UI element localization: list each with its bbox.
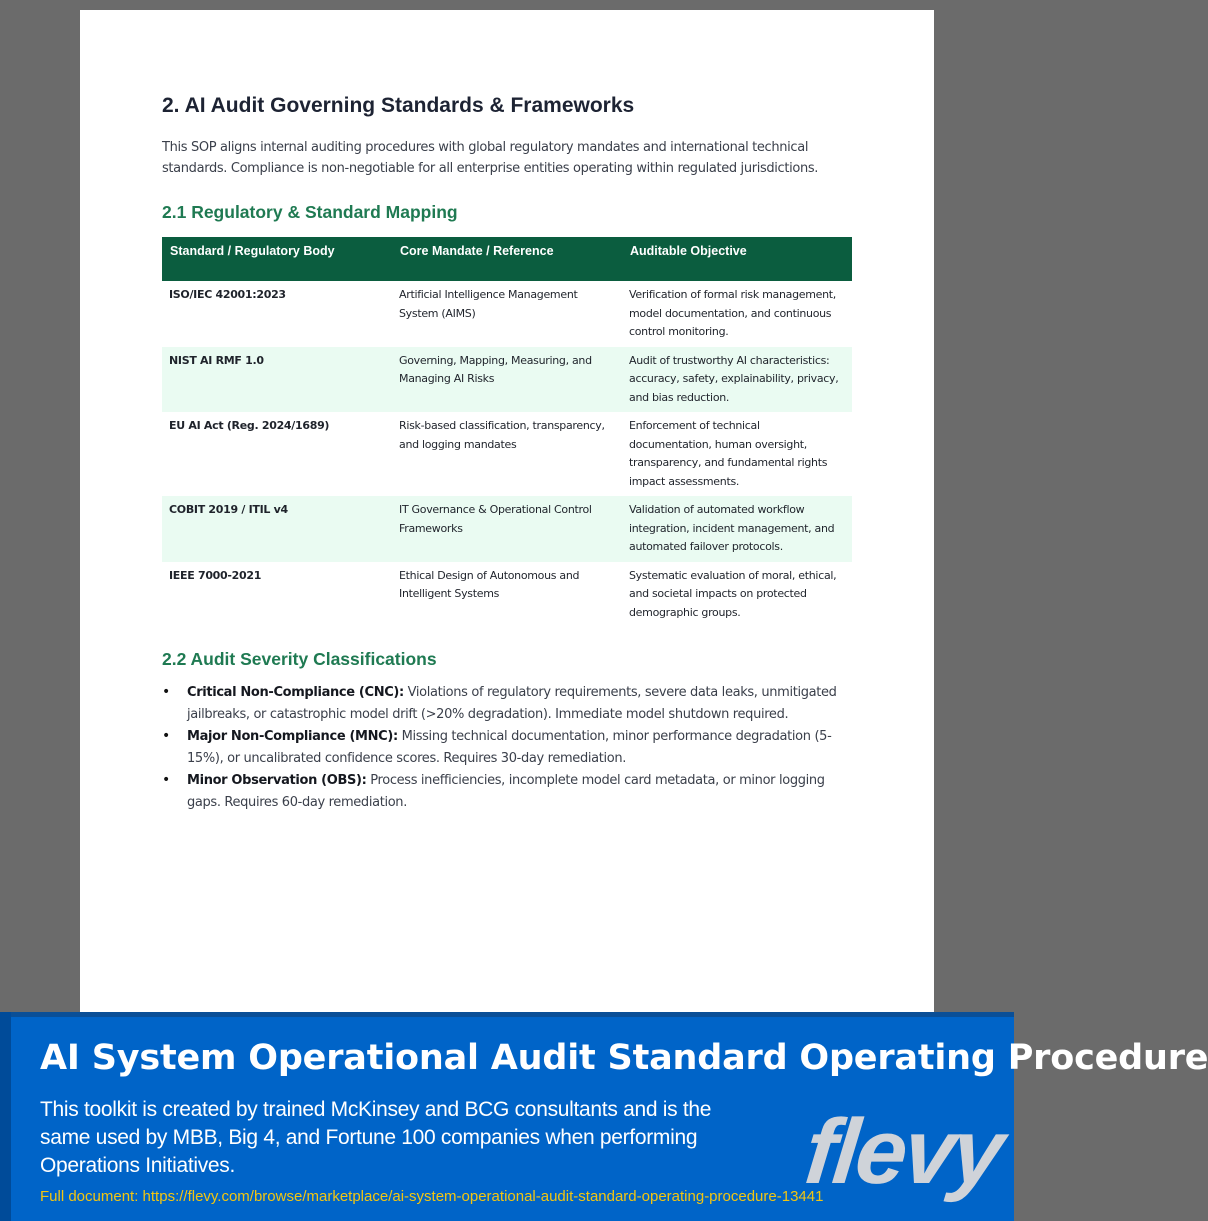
bullet-icon: • [162, 684, 170, 700]
table-header-cell: Core Mandate / Reference [392, 237, 622, 281]
table-header-cell: Auditable Objective [622, 237, 852, 281]
banner-divider [0, 1012, 1014, 1017]
mandate-cell: Risk-based classification, transparency, and logging mandates [399, 419, 605, 451]
severity-list [162, 682, 852, 813]
list-item [162, 726, 852, 769]
mandate-cell: Governing, Mapping, Measuring, and Managing AI Risks [392, 347, 622, 413]
flevy-logo[interactable]: flevy [800, 1101, 1007, 1203]
table-row [162, 412, 852, 496]
mapping-heading: 2.1 Regulatory & Standard Mapping [162, 202, 458, 222]
standard-cell: COBIT 2019 / ITIL v4 [162, 496, 392, 562]
list-item [162, 682, 852, 725]
section-title: 2. AI Audit Governing Standards & Frameworks [162, 94, 635, 117]
mandate-cell: Artificial Intelligence Management System (AIMS) [399, 288, 578, 320]
severity-term: Minor Observation (OBS): [187, 773, 367, 788]
bullet-icon: • [162, 728, 170, 744]
table-row [162, 496, 852, 562]
standard-cell: NIST AI RMF 1.0 [162, 347, 392, 413]
objective-cell: Audit of trustworthy AI characteristics: accuracy, safety, explainability, privacy, and bias reduction. [622, 347, 852, 413]
table-row [162, 562, 852, 628]
list-item [162, 770, 852, 813]
table-row [162, 347, 852, 413]
table-header-cell: Standard / Regulatory Body [162, 237, 392, 281]
severity-term: Major Non-Compliance (MNC): [187, 729, 398, 744]
standard-cell: EU AI Act (Reg. 2024/1689) [169, 419, 330, 432]
table-row [162, 281, 852, 347]
severity-text: Missing technical documentation, minor performance degradation (5-15%), or uncalibrated confidence scores. Requires 30-day remediation. [187, 729, 832, 766]
banner-description: This toolkit is created by trained McKinsey and BCG consultants and is the same used by MBB, Big 4, and Fortune 100 companies when performing Operations Initiatives. [40, 1098, 712, 1177]
objective-cell: Systematic evaluation of moral, ethical, and societal impacts on protected demographic groups. [629, 568, 837, 619]
table-header-row [162, 237, 852, 281]
objective-cell: Enforcement of technical documentation, human oversight, transparency, and fundamental rights impact assessments. [629, 419, 828, 488]
severity-text: Violations of regulatory requirements, severe data leaks, unmitigated jailbreaks, or catastrophic model drift (>20% degradation). Immediate model shutdown required. [187, 685, 837, 722]
banner-edge [0, 1012, 11, 1221]
promo-banner [0, 1012, 1208, 1221]
banner-title: AI System Operational Audit Standard Operating Procedure [40, 1038, 1208, 1078]
bullet-icon: • [162, 772, 170, 788]
objective-cell: Verification of formal risk management, model documentation, and continuous control monitoring. [629, 288, 837, 338]
section-intro: This SOP aligns internal auditing procedures with global regulatory mandates and international technical standards. Compliance is non-negotiable for all enterprise entities operating within regulated jurisdictions. [162, 140, 819, 176]
full-document-link[interactable]: Full document: https://flevy.com/browse/marketplace/ai-system-operational-audit-standard-operating-procedure-13441 [40, 1188, 824, 1205]
document-page [80, 10, 934, 1012]
standard-cell: ISO/IEC 42001:2023 [169, 288, 286, 301]
standards-table [162, 237, 852, 627]
mandate-cell: IT Governance & Operational Control Frameworks [392, 496, 622, 562]
document-content [162, 92, 852, 814]
severity-heading: 2.2 Audit Severity Classifications [162, 649, 437, 669]
severity-term: Critical Non-Compliance (CNC): [187, 685, 404, 700]
mandate-cell: Ethical Design of Autonomous and Intelligent Systems [399, 568, 580, 600]
standard-cell: IEEE 7000-2021 [169, 568, 262, 582]
objective-cell: Validation of automated workflow integration, incident management, and automated failover protocols. [622, 496, 852, 562]
severity-text: Process inefficiencies, incomplete model card metadata, or minor logging gaps. Requires 60-day remediation. [187, 773, 825, 810]
